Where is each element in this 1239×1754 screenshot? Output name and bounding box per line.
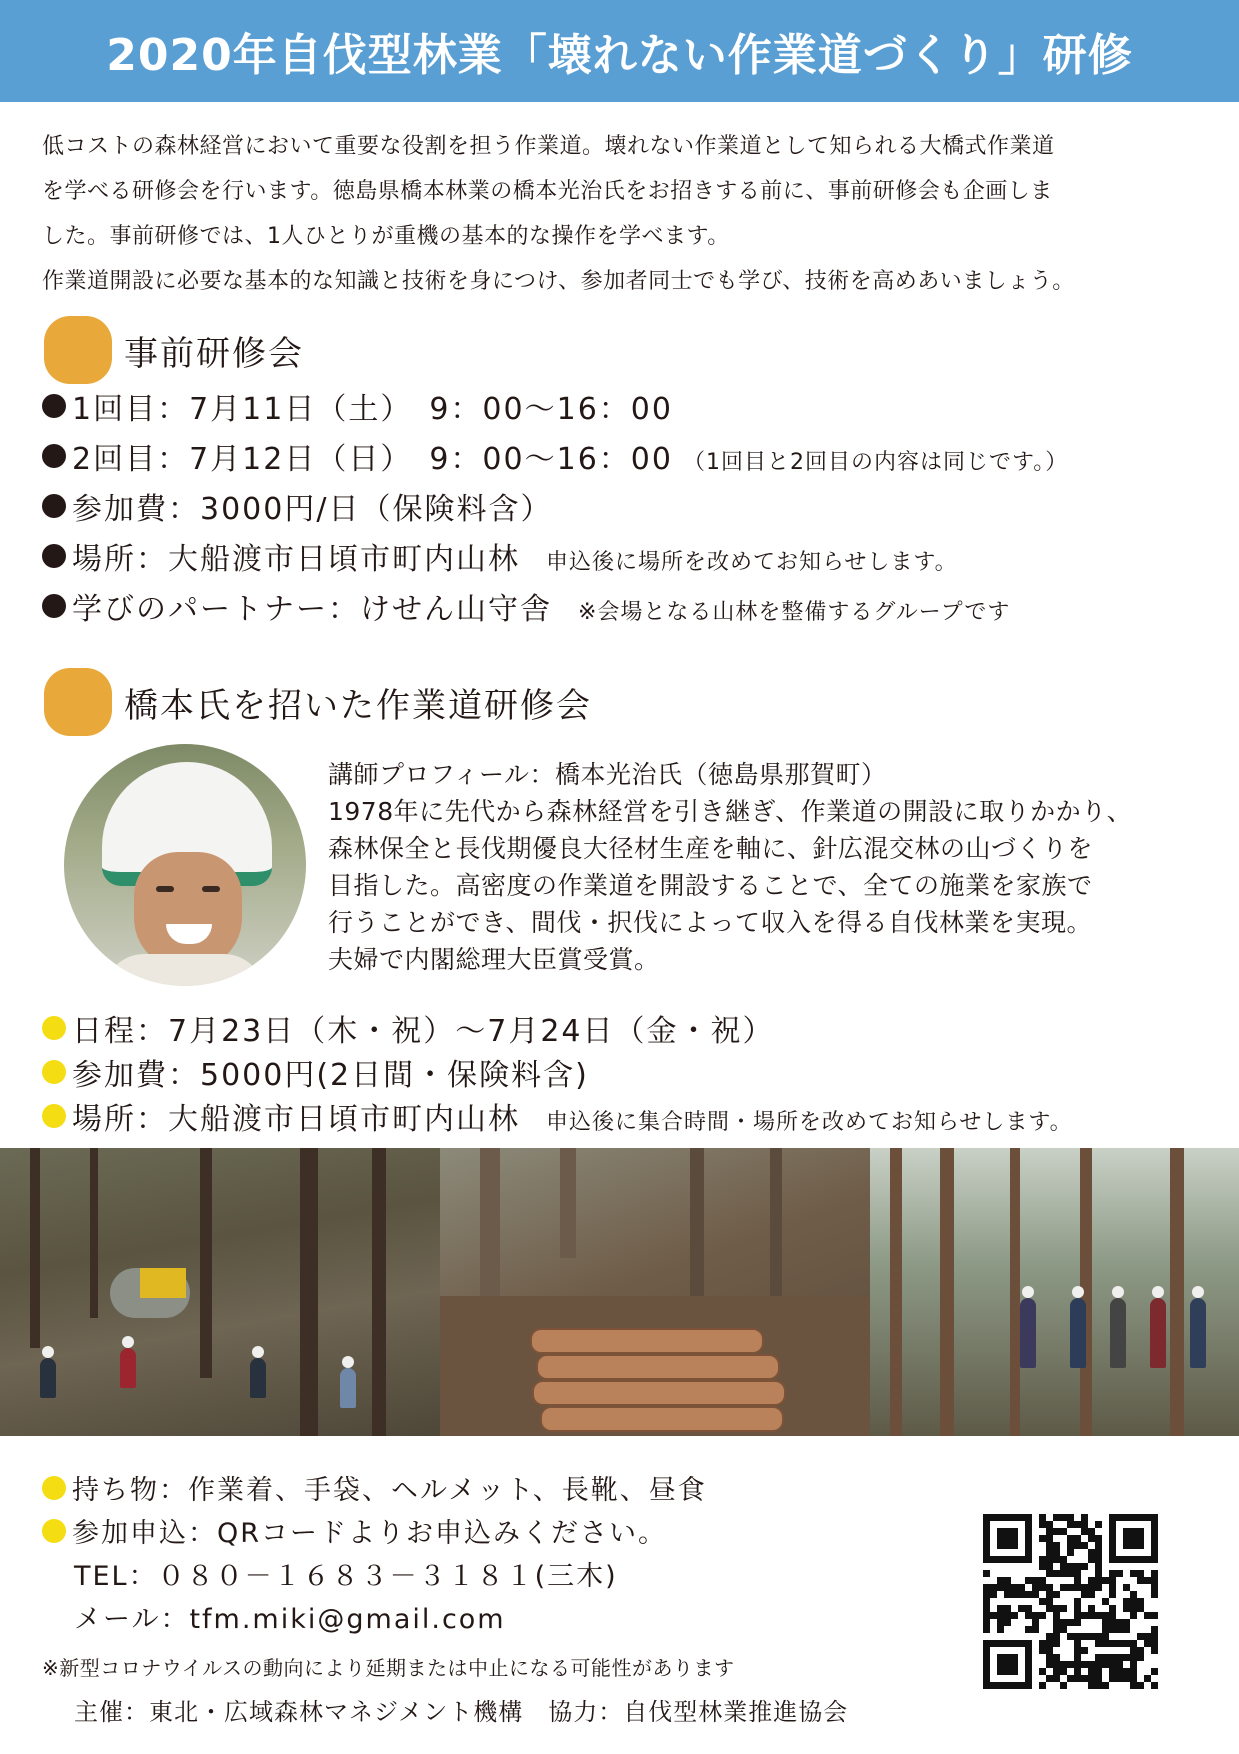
lecturer-portrait	[64, 744, 306, 986]
section-title: 事前研修会	[124, 333, 304, 374]
footer-info	[42, 1466, 707, 1638]
lecturer-profile	[328, 756, 1208, 978]
bullet-icon	[42, 1476, 66, 1500]
hashimoto-training-item	[42, 1006, 775, 1050]
item-note: 申込後に場所を改めてお知らせします。	[546, 550, 958, 575]
intro-line: 作業道開設に必要な基本的な知識と技術を身につけ、参加者同士でも学び、技術を高めあいましょう。	[42, 269, 1075, 294]
phone-number[interactable]	[42, 1552, 707, 1595]
face-shape	[134, 852, 242, 970]
phone-text[interactable]: TEL：０８０－１６８３－３１８１(三木)	[74, 1561, 618, 1592]
profile-line: 1978年に先代から森林経営を引き継ぎ、作業道の開設に取りかかり、	[328, 797, 1133, 826]
page-title-banner	[0, 0, 1239, 102]
section-marker-icon	[44, 316, 112, 384]
bullet-icon	[42, 1104, 66, 1128]
intro-line: した。事前研修では、1人ひとりが重機の基本的な操作を学べます。	[42, 224, 730, 249]
profile-line: 夫婦で内閣総理大臣賞受賞。	[328, 945, 660, 974]
item-text: 2回目：7月12日（日） 9：00～16：00	[72, 442, 673, 477]
photo-excavator-in-forest	[0, 1148, 440, 1436]
item-text: 持ち物：作業着、手袋、ヘルメット、長靴、昼食	[72, 1475, 707, 1506]
item-text: 参加費：3000円/日（保険料含）	[72, 492, 553, 527]
item-text: 日程：7月23日（木・祝）～7月24日（金・祝）	[72, 1014, 775, 1049]
pre-training-item	[42, 584, 1010, 628]
item-text: 場所：大船渡市日頃市町内山林	[72, 1102, 520, 1137]
item-text: 場所：大船渡市日頃市町内山林	[72, 542, 520, 577]
item-note: ※会場となる山林を整備するグループです	[578, 600, 1011, 625]
profile-line: 森林保全と長伐期優良大径材生産を軸に、針広混交林の山づくりを	[328, 834, 1094, 863]
bullet-icon	[42, 394, 66, 418]
covid-note: ※新型コロナウイルスの動向により延期または中止になる可能性があります	[42, 1656, 735, 1680]
photo-group-in-cedar-forest	[870, 1148, 1239, 1436]
item-note: 申込後に集合時間・場所を改めてお知らせします。	[546, 1110, 1073, 1135]
application-item	[42, 1509, 707, 1552]
email-text[interactable]: メール：tfm.miki@gmail.com	[74, 1604, 506, 1635]
photo-log-retaining-wall	[440, 1148, 870, 1436]
profile-line: 行うことができ、間伐・択伐によって収入を得る自伐林業を実現。	[328, 908, 1093, 937]
email-address[interactable]	[42, 1595, 707, 1638]
pre-training-item	[42, 384, 673, 428]
bullet-icon	[42, 1060, 66, 1084]
pre-training-heading	[44, 316, 304, 384]
hashimoto-training-item	[42, 1094, 1073, 1138]
bullet-icon	[42, 444, 66, 468]
hashimoto-training-heading	[44, 668, 592, 736]
forest-photo-strip	[0, 1148, 1239, 1436]
intro-line: を学べる研修会を行います。徳島県橋本林業の橋本光治氏をお招きする前に、事前研修会も企画しま	[42, 179, 1053, 204]
section-title: 橋本氏を招いた作業道研修会	[124, 685, 592, 726]
intro-line: 低コストの森林経営において重要な役割を担う作業道。壊れない作業道として知られる大橋式作業道	[42, 134, 1055, 159]
profile-line: 目指した。高密度の作業道を開設することで、全ての施業を家族で	[328, 871, 1093, 900]
bullet-icon	[42, 594, 66, 618]
bullet-icon	[42, 1519, 66, 1543]
profile-line: 講師プロフィール：橋本光治氏（徳島県那賀町）	[328, 760, 887, 789]
organizer-line: 主催：東北・広域森林マネジメント機構 協力：自伐型林業推進協会	[74, 1698, 849, 1726]
belongings-item	[42, 1466, 707, 1509]
bullet-icon	[42, 1016, 66, 1040]
item-text: 参加費：5000円(2日間・保険料含)	[72, 1058, 589, 1093]
item-note: （1回目と2回目の内容は同じです。）	[682, 450, 1069, 475]
item-text: 学びのパートナー：けせん山守舎	[72, 592, 552, 627]
bullet-icon	[42, 544, 66, 568]
pre-training-item	[42, 484, 552, 528]
intro-paragraph	[42, 124, 1212, 304]
qr-code-icon[interactable]	[983, 1514, 1158, 1689]
pre-training-item	[42, 534, 958, 578]
bullet-icon	[42, 494, 66, 518]
page-title: 2020年自伐型林業「壊れない作業道づくり」研修	[106, 30, 1133, 81]
item-text: 1回目：7月11日（土） 9：00～16：00	[72, 392, 673, 427]
section-marker-icon	[44, 668, 112, 736]
item-text: 参加申込：QRコードよりお申込みください。	[72, 1518, 668, 1549]
pre-training-item	[42, 434, 1068, 478]
hashimoto-training-item	[42, 1050, 589, 1094]
